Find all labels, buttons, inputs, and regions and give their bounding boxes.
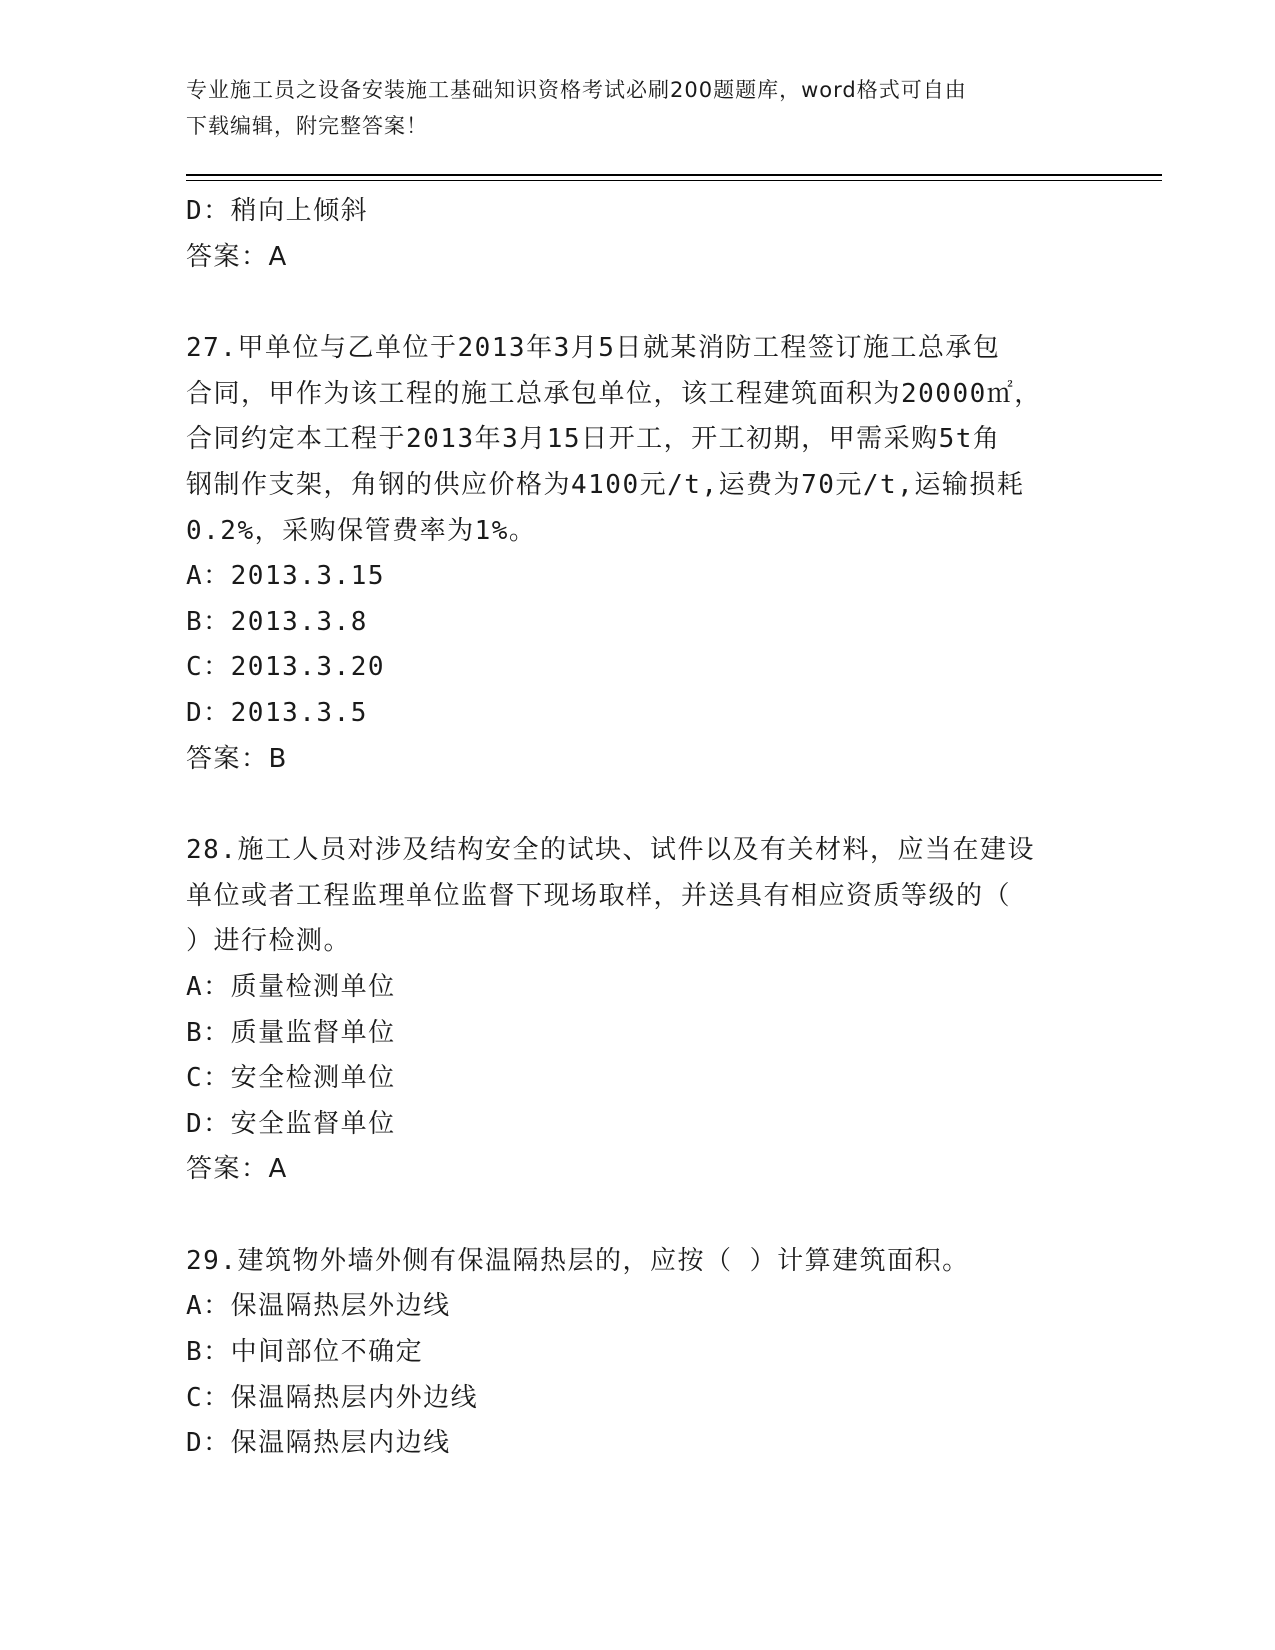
question-stem-line: 单位或者工程监理单位监督下现场取样，并送具有相应资质等级的（: [186, 880, 1012, 911]
option-d: D：2013.3.5: [186, 697, 368, 728]
question-28: [186, 828, 1086, 1193]
document-body: [186, 189, 1086, 1467]
question-stem-line: 28.施工人员对涉及结构安全的试块、试件以及有关材料，应当在建设: [186, 835, 1035, 866]
option-b: B：2013.3.8: [186, 606, 368, 637]
question-stem-line: ）进行检测。: [186, 926, 352, 957]
option-a: A：2013.3.15: [186, 561, 386, 592]
spacer: [186, 1193, 1086, 1239]
document-header: [186, 72, 1086, 144]
answer-line: 答案：A: [186, 241, 288, 272]
option-c: C：2013.3.20: [186, 652, 386, 683]
option-b: B：质量监督单位: [186, 1017, 396, 1048]
answer-line: 答案：A: [186, 1154, 288, 1185]
question-stem-line: 合同约定本工程于2013年3月15日开工，开工初期，甲需采购5t角: [186, 424, 1001, 455]
question-29: [186, 1239, 1086, 1467]
header-divider-thin: [186, 180, 1162, 181]
option-d: D：安全监督单位: [186, 1108, 396, 1139]
answer-line: 答案：B: [186, 743, 288, 774]
option-c: C：安全检测单位: [186, 1063, 396, 1094]
question-stem-line: 29.建筑物外墙外侧有保温隔热层的，应按（ ）计算建筑面积。: [186, 1245, 970, 1276]
spacer: [186, 782, 1086, 828]
header-divider-thick: [186, 174, 1162, 176]
question-stem-line: 合同，甲作为该工程的施工总承包单位，该工程建筑面积为20000㎡，: [186, 378, 1042, 409]
question-27: [186, 326, 1086, 782]
option-d: D：稍向上倾斜: [186, 196, 369, 226]
option-d: D：保温隔热层内边线: [186, 1428, 451, 1459]
option-a: A：质量检测单位: [186, 971, 396, 1002]
header-line-1: 专业施工员之设备安装施工基础知识资格考试必刷200题题库，word格式可自由: [186, 78, 967, 102]
question-stem-line: 钢制作支架，角钢的供应价格为4100元/t,运费为70元/t,运输损耗: [186, 469, 1025, 500]
option-a: A：保温隔热层外边线: [186, 1291, 451, 1322]
question-stem-line: 0.2%，采购保管费率为1%。: [186, 515, 537, 546]
question-stem-line: 27.甲单位与乙单位于2013年3月5日就某消防工程签订施工总承包: [186, 333, 1001, 364]
option-c: C：保温隔热层内外边线: [186, 1382, 479, 1413]
option-b: B：中间部位不确定: [186, 1337, 424, 1368]
header-line-2: 下载编辑，附完整答案！: [186, 114, 428, 138]
spacer: [186, 280, 1086, 326]
question-26-tail: [186, 189, 1086, 280]
